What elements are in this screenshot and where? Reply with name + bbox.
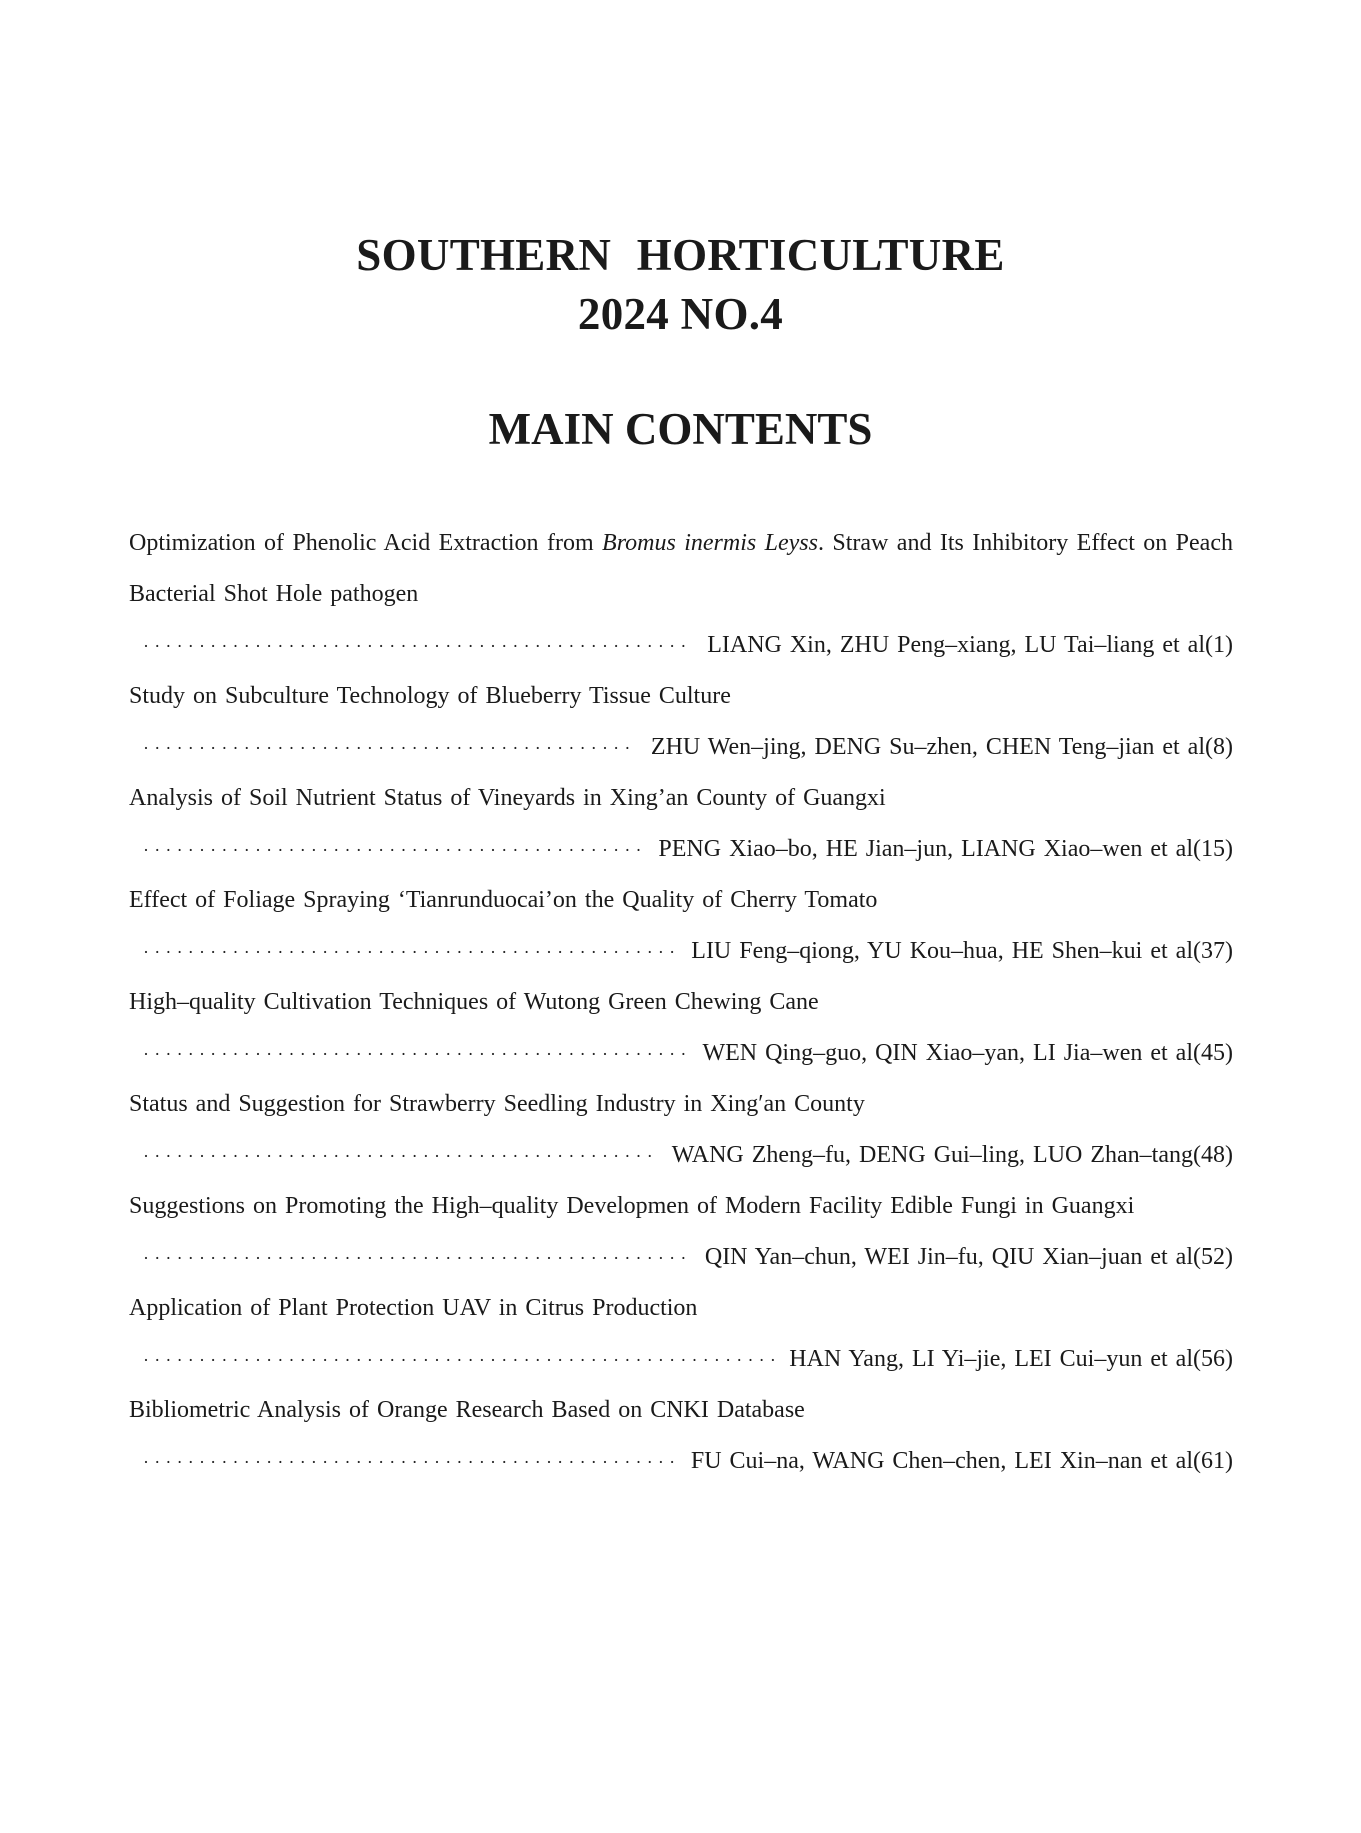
- toc-entry[interactable]: [129, 1181, 1233, 1283]
- page-number[interactable]: ( 48 ): [1193, 1130, 1233, 1181]
- article-title[interactable]: Application of Plant Protection UAV in Citrus Production: [129, 1295, 698, 1321]
- byline: [129, 1334, 1233, 1385]
- article-authors: PENG Xiao–bo, HE Jian–jun, LIANG Xiao–wen et al: [658, 836, 1193, 862]
- article-title[interactable]: Bibliometric Analysis of Orange Research Based on CNKI Database: [129, 1397, 805, 1423]
- journal-name: SOUTHERN HORTICULTURE: [356, 230, 1005, 280]
- toc-entry[interactable]: [129, 773, 1233, 875]
- page-number[interactable]: ( 1 ): [1205, 620, 1233, 671]
- page-number[interactable]: ( 8 ): [1205, 722, 1233, 773]
- article-authors: HAN Yang, LI Yi–jie, LEI Cui–yun et al: [789, 1346, 1193, 1372]
- article-title-text: . Straw and Its Inhibitory Effect on Peach Bacterial Shot Hole pathogen: [129, 530, 1233, 607]
- contents-heading: MAIN CONTENTS: [488, 404, 873, 454]
- article-authors: WEN Qing–guo, QIN Xiao–yan, LI Jia–wen et al: [702, 1040, 1193, 1066]
- page-number[interactable]: ( 56 ): [1193, 1334, 1233, 1385]
- dot-leader: [143, 825, 644, 876]
- article-title-text: Optimization of Phenolic Acid Extraction from: [129, 530, 603, 556]
- toc-entry[interactable]: [129, 671, 1233, 773]
- article-authors: WANG Zheng–fu, DENG Gui–ling, LUO Zhan–tang: [671, 1142, 1193, 1168]
- dot-leader: [143, 1437, 677, 1488]
- article-authors: QIN Yan–chun, WEI Jin–fu, QIU Xian–juan et al: [704, 1244, 1193, 1270]
- article-title[interactable]: Status and Suggestion for Strawberry Seedling Industry in Xing′an County: [129, 1091, 865, 1117]
- byline: [129, 824, 1233, 875]
- page-number[interactable]: ( 37 ): [1193, 926, 1233, 977]
- article-title[interactable]: High–quality Cultivation Techniques of Wutong Green Chewing Cane: [129, 989, 819, 1015]
- byline: [129, 1130, 1233, 1181]
- byline: [129, 1436, 1233, 1487]
- toc-entry[interactable]: [129, 1385, 1233, 1487]
- toc-entry[interactable]: [129, 518, 1233, 671]
- page-number[interactable]: ( 61 ): [1193, 1436, 1233, 1487]
- toc-entry[interactable]: [129, 977, 1233, 1079]
- byline: [129, 1028, 1233, 1079]
- article-authors: FU Cui–na, WANG Chen–chen, LEI Xin–nan et al: [690, 1448, 1193, 1474]
- page-number[interactable]: ( 52 ): [1193, 1232, 1233, 1283]
- article-title[interactable]: Effect of Foliage Spraying ‘Tianrunduocai’on the Quality of Cherry Tomato: [129, 887, 878, 913]
- page-number[interactable]: ( 15 ): [1193, 824, 1233, 875]
- byline: [129, 1232, 1233, 1283]
- table-of-contents: [129, 518, 1233, 1487]
- byline: [129, 722, 1233, 773]
- article-title[interactable]: Suggestions on Promoting the High–quality Developmen of Modern Facility Edible Fungi in Guangxi: [129, 1193, 1135, 1219]
- byline: [129, 620, 1233, 671]
- dot-leader: [143, 621, 693, 672]
- toc-entry[interactable]: [129, 1079, 1233, 1181]
- article-title[interactable]: Study on Subculture Technology of Blueberry Tissue Culture: [129, 683, 731, 709]
- article-title[interactable]: [129, 518, 1233, 620]
- toc-entry[interactable]: [129, 1283, 1233, 1385]
- issue-number: 2024 NO.4: [577, 289, 784, 339]
- article-authors: ZHU Wen–jing, DENG Su–zhen, CHEN Teng–jian et al: [650, 734, 1205, 760]
- article-authors: LIU Feng–qiong, YU Kou–hua, HE Shen–kui et al: [691, 938, 1193, 964]
- dot-leader: [143, 1131, 658, 1182]
- article-authors: LIANG Xin, ZHU Peng–xiang, LU Tai–liang et al: [707, 632, 1205, 658]
- dot-leader: [143, 723, 637, 774]
- dot-leader: [143, 1029, 688, 1080]
- species-name: Bromus inermis Leyss: [602, 530, 818, 556]
- dot-leader: [143, 1233, 691, 1284]
- page-number[interactable]: ( 45 ): [1193, 1028, 1233, 1079]
- dot-leader: [143, 1335, 775, 1386]
- article-title[interactable]: Analysis of Soil Nutrient Status of Vineyards in Xing’an County of Guangxi: [129, 785, 886, 811]
- dot-leader: [143, 927, 677, 978]
- toc-entry[interactable]: [129, 875, 1233, 977]
- byline: [129, 926, 1233, 977]
